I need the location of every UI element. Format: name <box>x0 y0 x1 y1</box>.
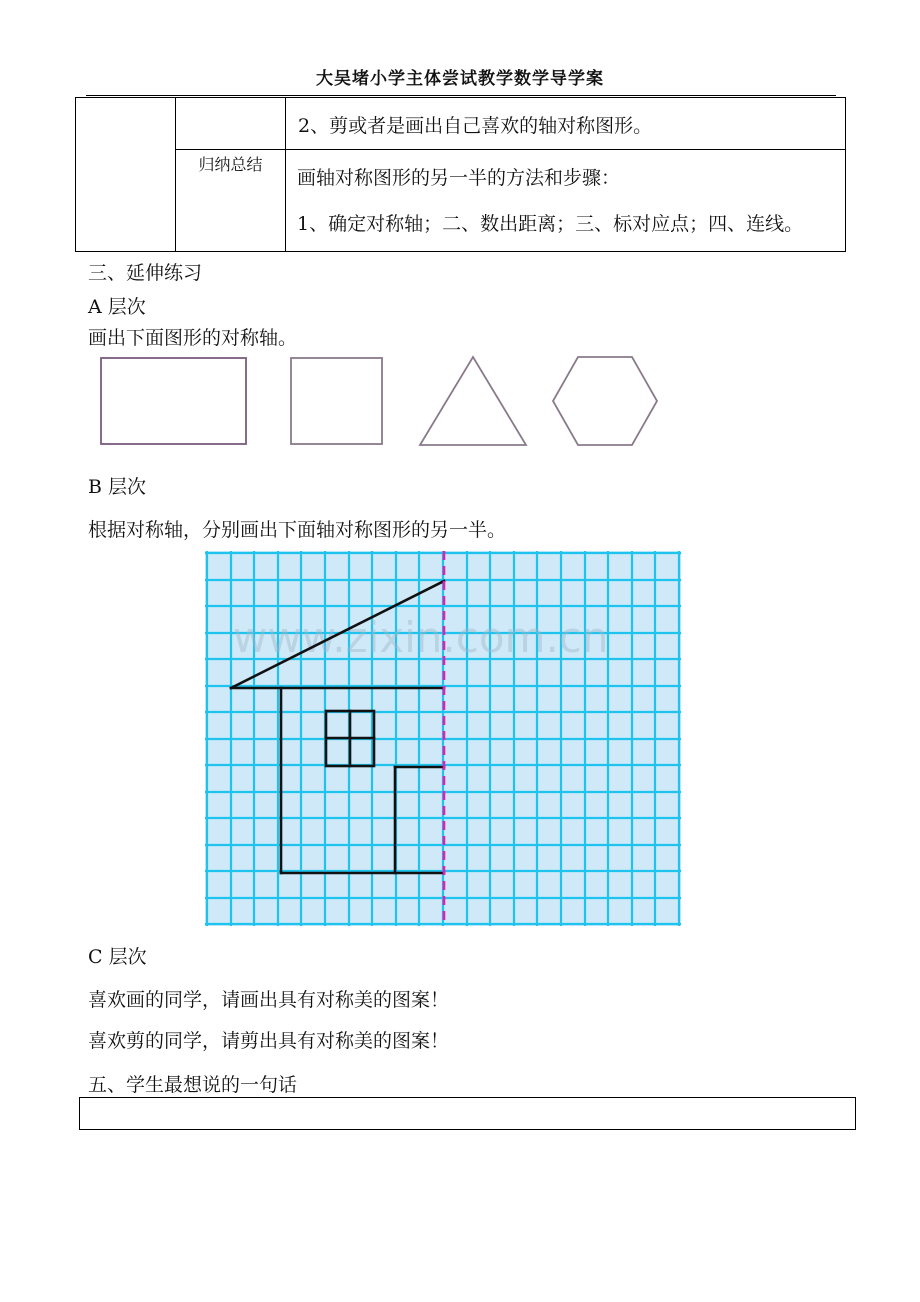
summary-label-cell <box>176 150 286 252</box>
section5-title: 五、学生最想说的一句话 <box>88 1074 298 1096</box>
levelC-line1: 喜欢画的同学，请画出具有对称美的图案！ <box>88 989 450 1011</box>
rectangle-shape <box>98 355 250 447</box>
summary-line1: 画轴对称图形的另一半的方法和步骤： <box>297 167 621 189</box>
levelB-instruction: 根据对称轴，分别画出下面轴对称图形的另一半。 <box>88 519 507 541</box>
hexagon-shape <box>549 353 661 449</box>
square-shape <box>288 355 386 447</box>
levelC-label: C 层次 <box>88 946 147 968</box>
summary-table-blank-cell <box>76 98 176 252</box>
student-answer-box[interactable] <box>79 1097 856 1130</box>
watermark-text: www.zixin.com.cn <box>233 613 609 662</box>
levelB-label: B 层次 <box>88 476 147 498</box>
summary-table-row1-cell <box>286 98 846 150</box>
triangle-shape <box>416 353 530 449</box>
levelC-line2: 喜欢剪的同学，请剪出具有对称美的图案！ <box>88 1030 450 1052</box>
summary-label: 归纳总结 <box>198 155 263 174</box>
summary-line2: 1、确定对称轴；二、数出距离；三、标对应点；四、连线。 <box>297 213 804 235</box>
page-header: 大吴堵小学主体尝试教学数学导学案 <box>316 69 604 89</box>
section3-title: 三、延伸练习 <box>88 262 203 284</box>
summary-content-cell <box>286 150 846 252</box>
header-rule <box>86 95 836 96</box>
levelA-label: A 层次 <box>88 296 146 318</box>
summary-table-empty-label-cell <box>176 98 286 150</box>
summary-row1-text: 2、剪或者是画出自己喜欢的轴对称图形。 <box>298 115 653 137</box>
house-grid-figure <box>205 551 681 926</box>
summary-table <box>75 97 846 252</box>
levelA-instruction: 画出下面图形的对称轴。 <box>88 327 298 349</box>
